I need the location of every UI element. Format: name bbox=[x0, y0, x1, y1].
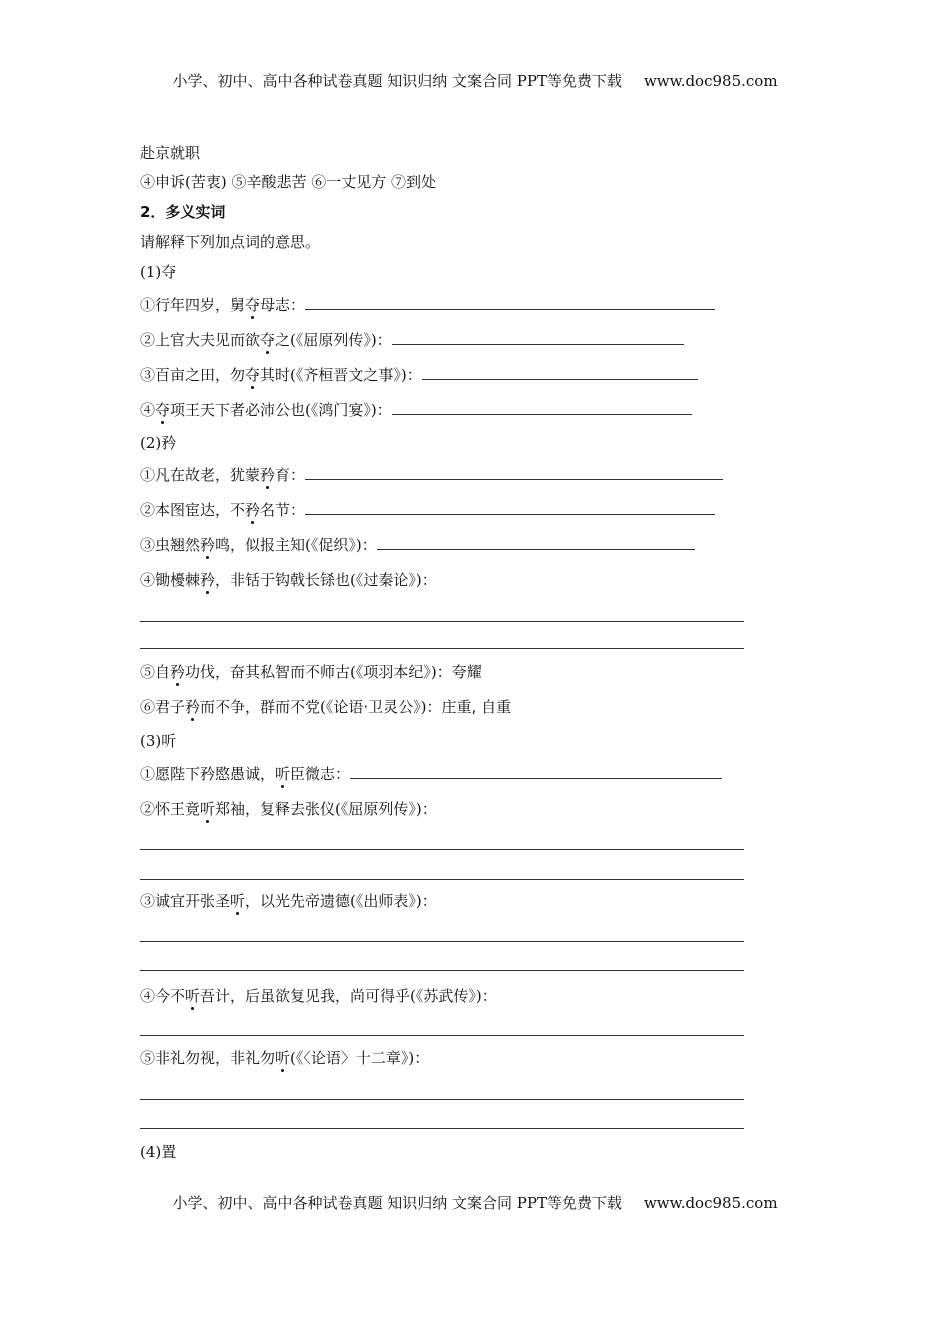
dotted-word: 夺 bbox=[155, 401, 171, 419]
dotted-word: 听 bbox=[200, 800, 216, 818]
answer-line: ④申诉(苦衷) ⑤辛酸悲苦 ⑥一丈见方 ⑦到处 bbox=[140, 173, 437, 191]
dotted-word: 听 bbox=[185, 987, 201, 1005]
dotted-word: 夺 bbox=[260, 331, 276, 349]
dotted-word: 听 bbox=[275, 765, 291, 783]
answer-blank[interactable] bbox=[305, 465, 723, 480]
source-title: 《项羽本纪》 bbox=[355, 663, 431, 681]
page-header bbox=[0, 70, 950, 91]
question-item: ③诚宜开张圣听，以光先帝遗德(《出师表》)： bbox=[140, 892, 437, 910]
source-title: 《屈原列传》 bbox=[295, 331, 371, 349]
answer-blank[interactable] bbox=[392, 400, 692, 415]
answer-blank[interactable] bbox=[305, 295, 715, 310]
section-title: 2．多义实词 bbox=[140, 203, 226, 221]
question-item: ④今不听吾计，后虽欲复见我，尚可得乎(《苏武传》)： bbox=[140, 987, 497, 1005]
continuation-line: 赴京就职 bbox=[140, 144, 201, 162]
dotted-word: 矜 bbox=[260, 466, 276, 484]
source-title: 《出师表》 bbox=[355, 892, 416, 910]
answer-line[interactable] bbox=[140, 941, 744, 942]
answer-blank[interactable] bbox=[377, 535, 695, 550]
answer-line[interactable] bbox=[140, 1128, 744, 1129]
heading-zhi: (4)置 bbox=[140, 1143, 177, 1161]
source-title: 《过秦论》 bbox=[355, 571, 416, 589]
question-item: ④锄櫌棘矜，非铦于钩戟长铩也(《过秦论》)： bbox=[140, 571, 437, 589]
answer-blank[interactable] bbox=[392, 330, 684, 345]
source-title: 《鸿门宴》 bbox=[310, 401, 371, 419]
answer-line[interactable] bbox=[140, 648, 744, 649]
question-item: ②上官大夫见而欲夺之(《屈原列传》)： bbox=[140, 330, 684, 350]
answer-line[interactable] bbox=[140, 879, 744, 880]
heading-duo: (1)夺 bbox=[140, 263, 177, 281]
source-title: 《论语·卫灵公》 bbox=[325, 698, 421, 716]
footer-text: 小学、初中、高中各种试卷真题 知识归纳 文案合同 PPT等免费下载 bbox=[172, 1194, 622, 1212]
question-item: ②怀王竟听郑袖，复释去张仪(《屈原列传》)： bbox=[140, 800, 437, 818]
source-title: 《〈论语〉十二章》 bbox=[295, 1049, 409, 1067]
dotted-word: 夺 bbox=[245, 366, 261, 384]
dotted-word: 矜 bbox=[245, 501, 261, 519]
source-title: 《促织》 bbox=[310, 536, 356, 554]
dotted-word: 矜 bbox=[185, 698, 201, 716]
dotted-word: 夺 bbox=[245, 296, 261, 314]
source-title: 《屈原列传》 bbox=[340, 800, 416, 818]
answer-line[interactable] bbox=[140, 621, 744, 622]
instruction: 请解释下列加点词的意思。 bbox=[140, 233, 321, 251]
question-item: ①行年四岁，舅夺母志： bbox=[140, 295, 715, 315]
question-item: ①凡在故老，犹蒙矜育： bbox=[140, 465, 723, 485]
question-item: ⑤非礼勿视，非礼勿听(《〈论语〉十二章》)： bbox=[140, 1049, 430, 1067]
dotted-word: 听 bbox=[275, 1049, 291, 1067]
answer-line[interactable] bbox=[140, 1035, 744, 1036]
question-item: ③百亩之田，勿夺其时(《齐桓晋文之事》)： bbox=[140, 365, 698, 385]
answer-line[interactable] bbox=[140, 970, 744, 971]
page-footer bbox=[0, 1192, 950, 1213]
question-item: ⑤自矜功伐，奋其私智而不师古(《项羽本纪》)：夸耀 bbox=[140, 663, 482, 681]
header-text: 小学、初中、高中各种试卷真题 知识归纳 文案合同 PPT等免费下载 bbox=[172, 72, 622, 90]
question-item: ②本图宦达，不矜名节： bbox=[140, 500, 715, 520]
answer-line[interactable] bbox=[140, 1099, 744, 1100]
footer-site: www.doc985.com bbox=[643, 1194, 778, 1212]
question-item: ①愿陛下矜愍愚诚，听臣微志： bbox=[140, 764, 722, 784]
question-item: ③虫翘然矜鸣，似报主知(《促织》)： bbox=[140, 535, 695, 555]
answer-blank[interactable] bbox=[350, 764, 722, 779]
answer-blank[interactable] bbox=[422, 365, 698, 380]
dotted-word: 矜 bbox=[170, 663, 186, 681]
given-answer: 夸耀 bbox=[451, 663, 482, 681]
answer-blank[interactable] bbox=[305, 500, 715, 515]
heading-ting: (3)听 bbox=[140, 732, 177, 750]
answer-line[interactable] bbox=[140, 849, 744, 850]
source-title: 《苏武传》 bbox=[415, 987, 476, 1005]
header-site: www.doc985.com bbox=[643, 72, 778, 90]
question-item: ⑥君子矜而不争，群而不党(《论语·卫灵公》)：庄重, 自重 bbox=[140, 698, 512, 716]
source-title: 《齐桓晋文之事》 bbox=[295, 366, 401, 384]
given-answer: 庄重, 自重 bbox=[441, 698, 512, 716]
question-item: ④夺项王天下者必沛公也(《鸿门宴》)： bbox=[140, 400, 692, 420]
dotted-word: 听 bbox=[230, 892, 246, 910]
heading-jin: (2)矜 bbox=[140, 434, 177, 452]
dotted-word: 矜 bbox=[200, 536, 216, 554]
dotted-word: 矜 bbox=[200, 571, 216, 589]
